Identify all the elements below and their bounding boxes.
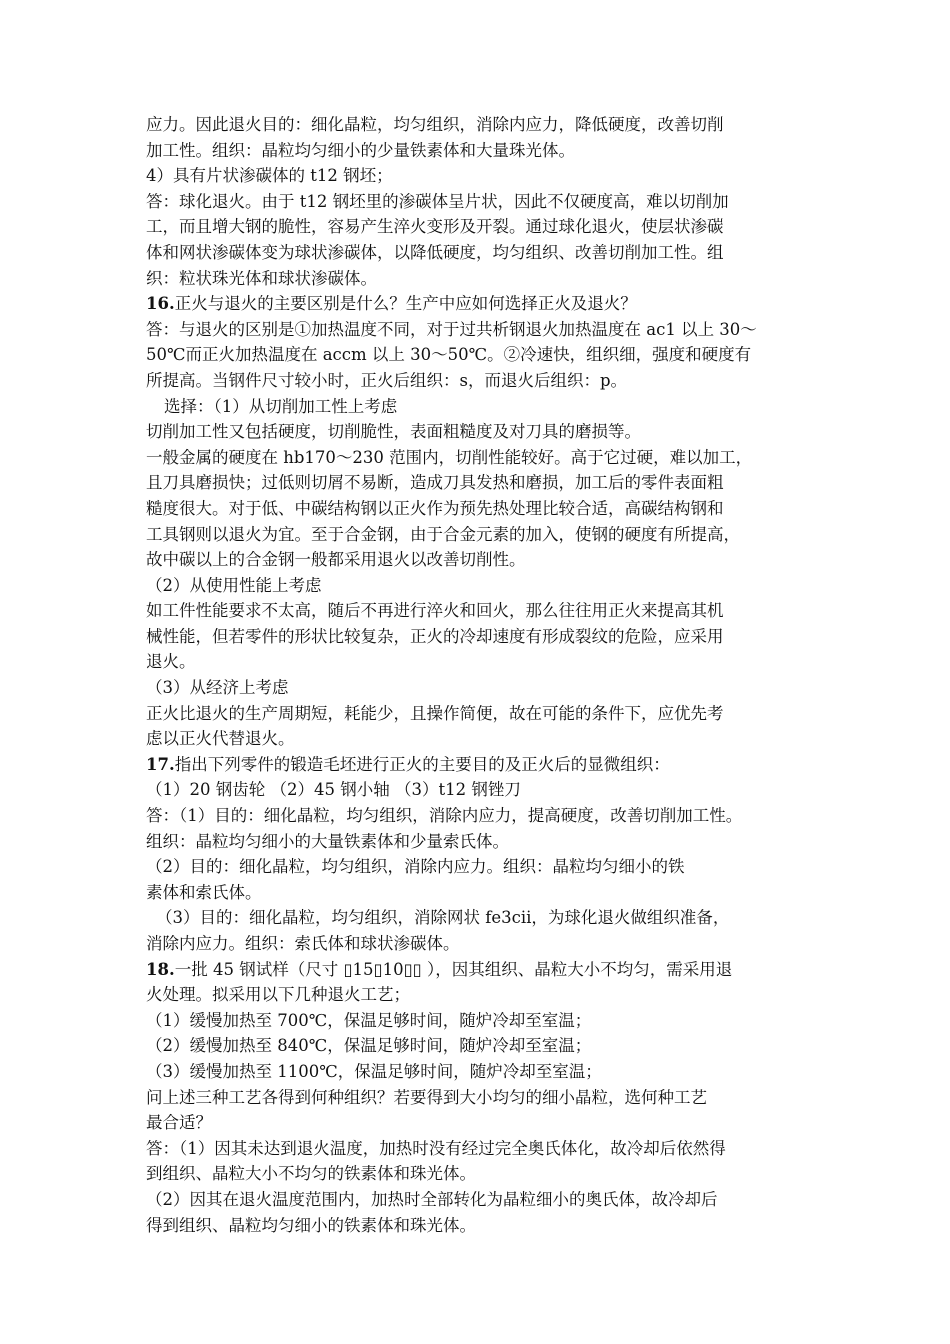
line-text: 正火比退火的生产周期短，耗能少，且操作简便，故在可能的条件下，应优先考 [146,703,724,723]
text-line [146,1008,810,1034]
text-line [146,573,810,599]
text-line [146,522,810,548]
text-line [146,163,810,189]
line-text: 答：与退火的区别是①加热温度不同，对于过共析钢退火加热温度在 ac1 以上 30～ [146,319,757,339]
text-line [146,701,810,727]
text-line [146,1085,810,1111]
text-line [146,675,810,701]
question-heading [146,957,810,983]
line-text: 且刀具磨损快；过低则切屑不易断，造成刀具发热和磨损，加工后的零件表面粗 [146,473,724,493]
text-line [146,189,810,215]
text-line [146,649,810,675]
text-line [146,1213,810,1239]
line-text: 问上述三种工艺各得到何种组织？若要得到大小均匀的细小晶粒，选何种工艺 [146,1087,707,1107]
line-text: 切削加工性又包括硬度，切削脆性，表面粗糙度及对刀具的磨损等。 [146,422,641,442]
text-line [146,240,810,266]
document-page [146,112,810,1238]
line-text: 体和网状渗碳体变为球状渗碳体，以降低硬度，均匀组织、改善切削加工性。组 [146,242,724,262]
text-line [146,624,810,650]
line-text: 故中碳以上的合金钢一般都采用退火以改善切削性。 [146,550,526,570]
line-text: 答：（1）因其未达到退火温度，加热时没有经过完全奥氏体化，故冷却后依然得 [146,1138,726,1158]
question-heading [146,752,810,778]
text-line [146,854,810,880]
line-text: 50℃而正火加热温度在 accm 以上 30～50℃。②冷速快，组织细，强度和硬度有 [146,345,752,365]
text-line [146,1136,810,1162]
text-line [146,982,810,1008]
line-text: 指出下列零件的锻造毛坯进行正火的主要目的及正火后的显微组织： [174,754,670,774]
line-text: 糙度很大。对于低、中碳结构钢以正火作为预先热处理比较合适，高碳结构钢和 [146,498,724,518]
line-text: （1）缓慢加热至 700℃，保温足够时间，随炉冷却至室温； [146,1010,592,1030]
text-line [146,1187,810,1213]
line-text: 所提高。当钢件尺寸较小时，正火后组织：s，而退火后组织：p。 [146,370,628,390]
line-text: 一般金属的硬度在 hb170～230 范围内，切削性能较好。高于它过硬，难以加工， [146,447,753,467]
text-line [146,880,810,906]
text-line [146,1110,810,1136]
line-text: 到组织、晶粒大小不均匀的铁素体和珠光体。 [146,1164,476,1184]
line-text: 工具钢则以退火为宜。至于合金钢，由于合金元素的加入，使钢的硬度有所提高， [146,524,740,544]
text-line [146,1059,810,1085]
text-line [146,803,810,829]
text-line [146,112,810,138]
line-text: 得到组织、晶粒均匀细小的铁素体和珠光体。 [146,1215,476,1235]
text-line [146,829,810,855]
line-text: 一批 45 钢试样（尺寸 ▯15▯10▯▯ ），因其组织、晶粒大小不均匀，需采用退 [174,959,733,979]
question-number: 16. [146,294,175,314]
line-text: 素体和索氏体。 [146,882,262,902]
line-text: （3）缓慢加热至 1100℃，保温足够时间，随炉冷却至室温； [146,1061,602,1081]
text-line [146,777,810,803]
text-line [146,445,810,471]
text-line [146,368,810,394]
line-text: 答：（1）目的：细化晶粒，均匀组织，消除内应力，提高硬度，改善切削加工性。 [146,806,743,826]
line-text: 火处理。拟采用以下几种退火工艺； [146,985,410,1005]
line-text: 答：球化退火。由于 t12 钢坯里的渗碳体呈片状，因此不仅硬度高，难以切削加 [146,191,729,211]
text-line [146,342,810,368]
line-text: 织：粒状珠光体和球状渗碳体。 [146,268,377,288]
line-text: 械性能，但若零件的形状比较复杂，正火的冷却速度有形成裂纹的危险，应采用 [146,626,724,646]
text-line [146,266,810,292]
question-number: 17. [146,754,175,774]
text-line [146,1033,810,1059]
line-text: 4）具有片状渗碳体的 t12 钢坯； [146,166,393,186]
line-text: 选择：（1）从切削加工性上考虑 [164,396,398,416]
line-text: （2）缓慢加热至 840℃，保温足够时间，随炉冷却至室温； [146,1036,592,1056]
text-line [146,394,810,420]
line-text: 应力。因此退火目的：细化晶粒，均匀组织，消除内应力，降低硬度，改善切削 [146,115,724,134]
question-number: 18. [146,959,175,979]
line-text: 消除内应力。组织：索氏体和球状渗碳体。 [146,934,460,953]
line-text: 退火。 [146,652,196,672]
text-line [146,496,810,522]
line-text: （3）目的：细化晶粒，均匀组织，消除网状 fe3cⅱ，为球化退火做组织准备， [156,908,730,928]
text-line [146,214,810,240]
text-line [146,547,810,573]
text-line [146,905,810,931]
text-line [146,138,810,164]
line-text: 组织：晶粒均匀细小的大量铁素体和少量索氏体。 [146,831,509,851]
line-text: （2）因其在退火温度范围内，加热时全部转化为晶粒细小的奥氏体，故冷却后 [146,1189,718,1209]
line-text: 正火与退火的主要区别是什么？生产中应如何选择正火及退火？ [174,294,637,314]
line-text: 如工件性能要求不太高，随后不再进行淬火和回火，那么往往用正火来提高其机 [146,601,724,621]
text-line [146,726,810,752]
text-line [146,931,810,957]
line-text: （1）20 钢齿轮 （2）45 钢小轴 （3）t12 钢锉刀 [146,780,521,800]
text-line [146,317,810,343]
text-line [146,419,810,445]
line-text: （3）从经济上考虑 [146,678,289,698]
text-line [146,598,810,624]
line-text: 最合适？ [146,1113,212,1133]
question-heading [146,291,810,317]
line-text: （2）从使用性能上考虑 [146,575,322,595]
line-text: 虑以正火代替退火。 [146,729,295,749]
text-line [146,1161,810,1187]
text-line [146,470,810,496]
line-text: （2）目的：细化晶粒，均匀组织，消除内应力。组织：晶粒均匀细小的铁 [146,857,685,877]
line-text: 加工性。组织：晶粒均匀细小的少量铁素体和大量珠光体。 [146,140,575,160]
line-text: 工，而且增大钢的脆性，容易产生淬火变形及开裂。通过球化退火，使层状渗碳 [146,217,724,237]
